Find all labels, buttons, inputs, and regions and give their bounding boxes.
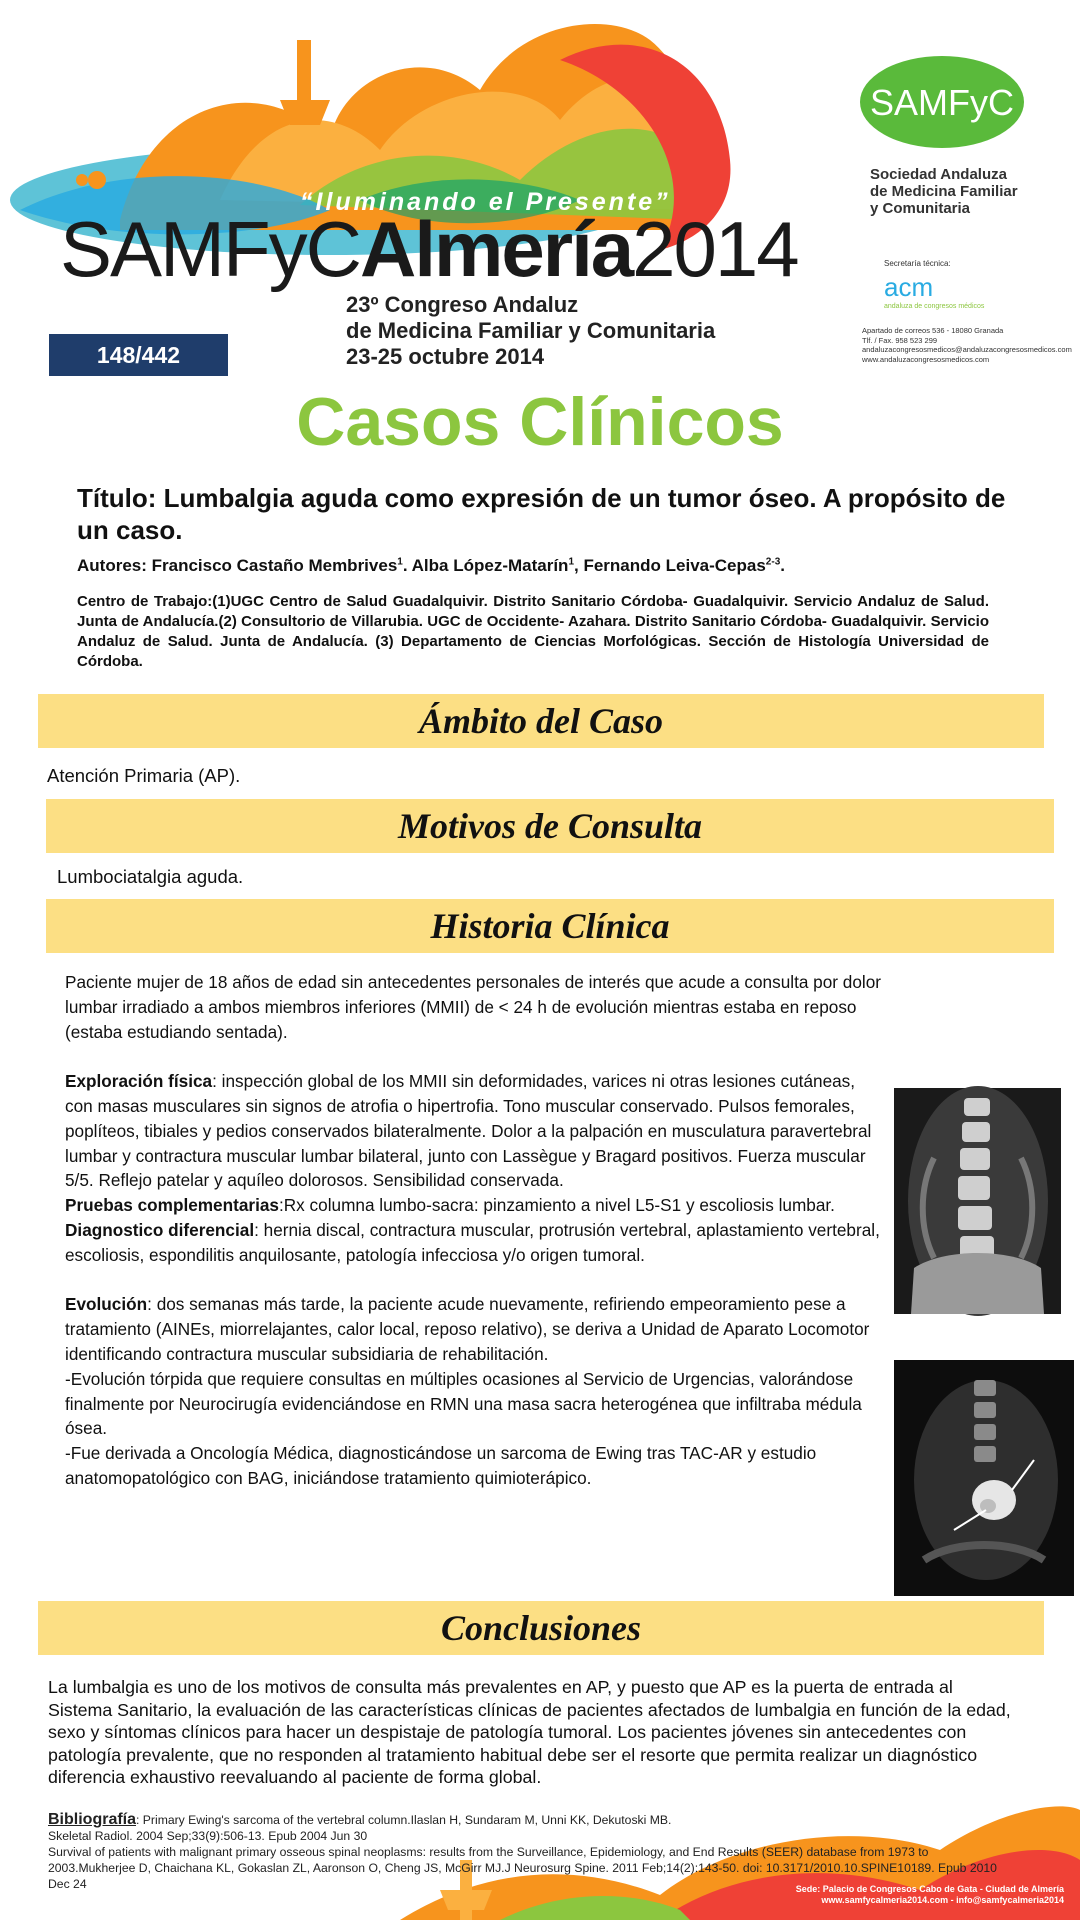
section-ambito-text: Atención Primaria (AP). (47, 765, 241, 786)
xray-lumbar-image (894, 1088, 1061, 1314)
venue-line-1: Sede: Palacio de Congresos Cabo de Gata - Ciudad de Almería (795, 1884, 1064, 1894)
section-motivos-heading: Motivos de Consulta (46, 799, 1054, 853)
ref-1-text: Primary Ewing's sarcoma of the vertebral column.Ilaslan H, Sundaram M, Unni KK, Dekutoski MB. (142, 1813, 672, 1827)
congress-dates: 23-25 octubre 2014 (346, 344, 545, 369)
pruebas-text: :Rx columna lumbo-sacra: pinzamiento a nivel L5-S1 y escoliosis lumbar. (278, 1195, 835, 1216)
contact-phone: Tlf. / Fax. 958 523 299 (862, 335, 938, 345)
pruebas-label: Pruebas complementarias (65, 1195, 279, 1216)
venue-line-2: www.samfycalmeria2014.com - info@samfycalmeria2014 (821, 1895, 1064, 1905)
bibliography-label: Bibliografía (48, 1811, 137, 1828)
congress-line-1: 23º Congreso Andaluz (346, 292, 579, 317)
contact-email: andaluzacongresosmedicos@andaluzacongresosmedicos.com (862, 345, 1072, 354)
workplace: Centro de Trabajo:(1)UGC Centro de Salud Guadalquivir. Distrito Sanitario Córdoba- Guadalquivir. Servicio Andaluz de Salud. Junta de Andalucía.(2) Consultorio de Villarubia. UGC de Occidente- Azahara. Distrito Sanitario Córdoba- Guadalquivir. Servicio Andaluz de Salud. Junta de Andalucía. (3) Departamento de Ciencias Morfológicas. Sección de Histología Universidad de Córdoba. (77, 593, 989, 670)
acm-logo-subtext: andaluza de congresos médicos (884, 303, 985, 310)
bibliography-ref-1-source: Skeletal Radiol. 2004 Sep;33(9):506-13. Epub 2004 Jun 30 (48, 1829, 368, 1843)
event-slogan: “Iluminando el Presente” (300, 188, 671, 216)
author-1-affiliation: 1 (397, 556, 403, 568)
author-3: , Fernando Leiva-Cepas (574, 556, 766, 575)
samfyc-logo (858, 52, 1026, 152)
historia-exploracion (65, 1069, 880, 1193)
tech-secretary-label: Secretaría técnica: (884, 259, 951, 268)
historia-pruebas (65, 1193, 880, 1218)
author-1: Francisco Castaño Membrives (151, 556, 398, 575)
main-heading: Casos Clínicos (296, 384, 784, 460)
historia-evolucion (65, 1292, 905, 1366)
society-name-line-3: y Comunitaria (870, 200, 971, 217)
section-historia-body (65, 970, 905, 1491)
authors (77, 556, 785, 576)
section-historia-heading: Historia Clínica (46, 899, 1054, 953)
author-2: . Alba López-Matarín (402, 556, 569, 575)
evolucion-text: : dos semanas más tarde, la paciente acude nuevamente, refiriendo empeoramiento pese a tratamiento (AINEs, miorrelajantes, calor local, reposo relativo), se deriva a Unidad de Aparato Locomotor identificando contractura muscular subsidiaria de rehabilitación. (65, 1294, 870, 1364)
diagnostico-text: : hernia discal, contractura muscular, protrusión vertebral, aplastamiento vertebral, escoliosis, espondilitis anquilosante, patología infecciosa y/o origen tumoral. (65, 1219, 880, 1265)
congress-info (346, 292, 715, 370)
mri-sacral-image (894, 1360, 1074, 1596)
society-name-line-1: Sociedad Andaluza (870, 166, 1007, 183)
section-ambito-heading: Ámbito del Caso (38, 694, 1044, 748)
exploracion-label: Exploración física (65, 1071, 213, 1092)
historia-evolucion-3: -Fue derivada a Oncología Médica, diagnosticándose un sarcoma de Ewing tras TAC-AR y estudio anatomopatológico con BAG, iniciándose tratamiento quimioterápico. (65, 1443, 817, 1488)
authors-end: . (780, 556, 785, 575)
society-name-line-2: de Medicina Familiar (870, 183, 1018, 200)
author-2-affiliation: 1 (568, 556, 575, 568)
samfyc-logo-text: SAMFyC (870, 82, 1014, 123)
brand-year: 2014 (632, 205, 798, 293)
tech-secretary-contact (862, 326, 1072, 364)
acm-logo-text: acm (884, 272, 934, 302)
venue-info (744, 1884, 1064, 1906)
diagnostico-label: Diagnostico diferencial (65, 1219, 255, 1240)
section-motivos-text: Lumbociatalgia aguda. (57, 866, 244, 887)
society-name (870, 166, 1018, 217)
evolucion-label: Evolución (65, 1294, 148, 1315)
contact-website: www.andaluzacongresosmedicos.com (862, 354, 990, 364)
exploracion-text: : inspección global de los MMII sin deformidades, varices ni otras lesiones cutáneas, con masas musculares sin signos de atrofia o hipertrofia. Tono muscular conservado. Pulsos femorales, poplíteos, tibiales y pedios conservados bilateralmente. Dolor a la palpación en musculatura paravertebral lumbar y contractura muscular lumbar bilateral, junto con Lassègue y Bragard positivos. Fuerza muscular 5/5. Reflejo patelar y aquíleo dolorosos. Sensibilidad conservada. (65, 1071, 872, 1191)
historia-evolucion-2: -Evolución tórpida que requiere consultas en múltiples ocasiones al Servicio de Urgencias, valorándose finalmente por Neurocirugía evidenciándose en RMN una masa sacra heterogénea que infiltraba médula ósea. (65, 1368, 862, 1439)
bibliography-colon: : (136, 1813, 143, 1827)
contact-address: Apartado de correos 536 - 18080 Granada (862, 326, 1004, 335)
brand-almeria: Almería (360, 205, 633, 293)
paper-title: Título: Lumbalgia aguda como expresión de un tumor óseo. A propósito de un caso. (77, 483, 1006, 545)
author-3-affiliation: 2-3 (765, 556, 781, 568)
bibliography (48, 1812, 1016, 1892)
historia-intro: Paciente mujer de 18 años de edad sin antecedentes personales de interés que acude a consulta por dolor lumbar irradiado a ambos miembros inferiores (MMII) de < 24 h de evolución mientras estaba en reposo (estaba estudiando sentada). (65, 972, 882, 1042)
authors-label: Autores: (77, 556, 152, 575)
historia-diagnostico (65, 1218, 880, 1268)
bibliography-ref-2: Survival of patients with malignant primary osseous spinal neoplasms: results from the Surveillance, Epidemiology, and End Results (SEER) database from 1973 to 2003.Mukherjee D, Chaichana KL, Gokaslan ZL, Aaronson O, Cheng JS, McGirr MJ.J Neurosurg Spine. 2011 Feb;14(2):143-50. doi: 10.3171/2010.10.SPINE10189. Epub 2010 Dec 24 (48, 1845, 997, 1891)
section-conclusiones-heading: Conclusiones (38, 1601, 1044, 1655)
bibliography-ref-1 (48, 1812, 1016, 1828)
event-brand (60, 205, 798, 293)
section-conclusiones-text: La lumbalgia es uno de los motivos de consulta más prevalentes en AP, y puesto que AP es la puerta de entrada al Sistema Sanitario, la evaluación de las características clínicas de pacientes afectados de lumbalgia en función de la edad, sexo y síntomas clínicos para hacer un despistaje de patología tumoral. Los pacientes jóvenes sin antecedentes con patología prevalente, que no responden al tratamiento habitual debe ser el resorte que permita realizar un diagnóstico diferencia exhaustivo reevaluando al paciente de forma global. (48, 1677, 1011, 1788)
congress-line-2: de Medicina Familiar y Comunitaria (346, 318, 716, 343)
brand-samfyc: SAMFyC (60, 205, 360, 293)
acm-logo (878, 270, 985, 320)
case-number-badge: 148/442 (49, 334, 228, 376)
